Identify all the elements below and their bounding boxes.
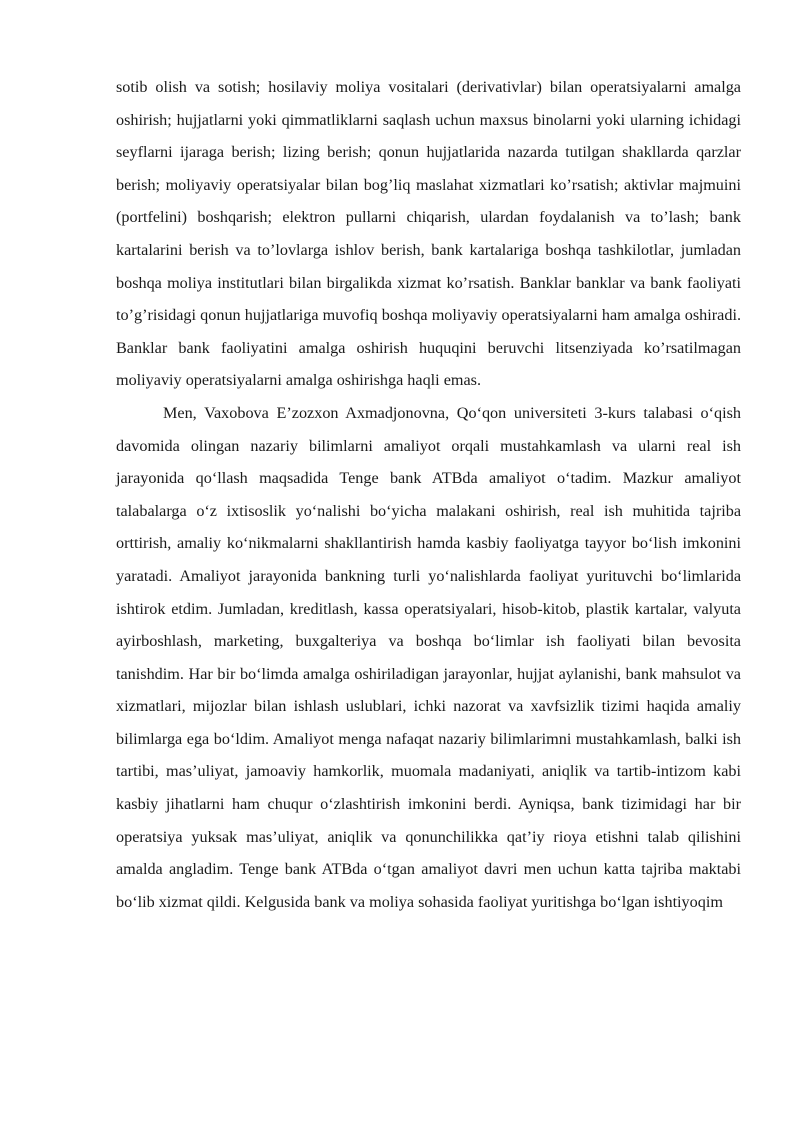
paragraph-internship-report: Men, Vaxobova E’zozxon Axmadjonovna, Qo‘qon universiteti 3-kurs talabasi o‘qish davomida olingan nazariy bilimlarni amaliyot orqali mustahkamlash va ularni real ish jarayonida qo‘llash maqsadida Tenge bank ATBda amaliyot o‘tadim. Mazkur amaliyot talabalarga o‘z ixtisoslik yo‘nalishi bo‘yicha malakani oshirish, real ish muhitida tajriba orttirish, amaliy ko‘nikmalarni shakllantirish hamda kasbiy faoliyatga tayyor bo‘lish imkonini yaratadi. Amaliyot jarayonida bankning turli yo‘nalishlarda faoliyat yurituvchi bo‘limlarida ishtirok etdim. Jumladan, kreditlash, kassa operatsiyalari, hisob-kitob, plastik kartalar, valyuta ayirboshlash, marketing, buxgalteriya va boshqa bo‘limlar ish faoliyati bilan bevosita tanishdim. Har bir bo‘limda amalga oshiriladigan jarayonlar, hujjat aylanishi, bank mahsulot va xizmatlari, mijozlar bilan ishlash uslublari, ichki nazorat va xavfsizlik tizimi haqida amaliy bilimlarga ega bo‘ldim. Amaliyot menga nafaqat nazariy bilimlarimni mustahkamlash, balki ish tartibi, mas’uliyat, jamoaviy hamkorlik, muomala madaniyati, aniqlik va tartib-intizom kabi kasbiy jihatlarni ham chuqur o‘zlashtirish imkonini berdi. Ayniqsa, bank tizimidagi har bir operatsiya yuksak mas’uliyat, aniqlik va qonunchilikka qat’iy rioya etishni talab qilishini amalda angladim. Tenge bank ATBda o‘tgan amaliyot davri men uchun katta tajriba maktabi bo‘lib xizmat qildi. Kelgusida bank va moliya sohasida faoliyat yuritishga bo‘lgan ishtiyoqim	[116, 403, 741, 911]
document-page	[116, 71, 741, 918]
paragraph-bank-operations: sotib olish va sotish; hosilaviy moliya vositalari (derivativlar) bilan operatsiyalarni amalga oshirish; hujjatlarni yoki qimmatliklarni saqlash uchun maxsus binolarni yoki ularning ichidagi seyflarni ijaraga berish; lizing berish; qonun hujjatlarida nazarda tutilgan shakllarda qarzlar berish; moliyaviy operatsiyalar bilan bog’liq maslahat xizmatlari ko’rsatish; aktivlar majmuini (portfelini) boshqarish; elektron pullarni chiqarish, ulardan foydalanish va to’lash; bank kartalarini berish va to’lovlarga ishlov berish, bank kartalariga boshqa tashkilotlar, jumladan boshqa moliya institutlari bilan birgalikda xizmat ko’rsatish. Banklar banklar va bank faoliyati to’g’risidagi qonun hujjatlariga muvofiq boshqa moliyaviy operatsiyalarni ham amalga oshiradi. Banklar bank faoliyatini amalga oshirish huquqini beruvchi litsenziyada ko’rsatilmagan moliyaviy operatsiyalarni amalga oshirishga haqli emas.	[116, 78, 741, 390]
